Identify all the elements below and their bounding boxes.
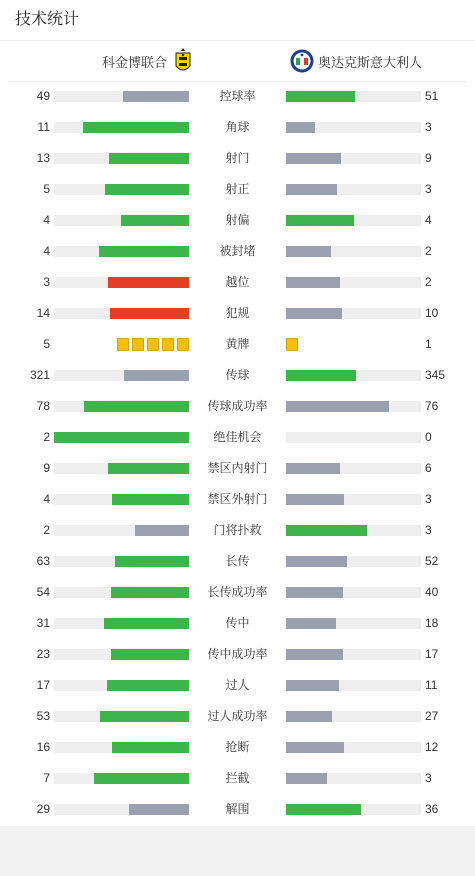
home-value: 2 [43,430,50,444]
stat-label: 拦截 [225,771,250,785]
home-bar [94,773,189,784]
away-value: 3 [425,182,432,196]
stat-label: 绝佳机会 [213,430,262,444]
away-value: 18 [425,616,439,630]
away-bar-track [286,618,421,629]
stat-label: 被封堵 [219,244,256,258]
stat-label: 长传 [225,554,250,568]
stat-row [0,732,475,763]
stat-row [0,453,475,484]
home-value: 53 [36,709,50,723]
home-bar [108,277,189,288]
stat-row [0,236,475,267]
home-value: 7 [43,771,50,785]
home-bar-track [54,153,189,164]
away-value: 10 [425,306,439,320]
home-value: 63 [36,554,50,568]
home-bar [83,122,189,133]
stat-label: 解围 [225,802,250,816]
stat-label: 过人成功率 [207,709,268,723]
yellow-card-icon [117,338,129,351]
away-bar-track [286,587,421,598]
home-value: 14 [36,306,50,320]
away-value: 3 [425,492,432,506]
home-bar-track [54,401,189,412]
away-value: 51 [425,89,439,103]
away-bar [286,494,344,505]
away-bar-track [286,401,421,412]
away-value: 76 [425,399,439,413]
stat-label: 角球 [225,120,250,134]
home-bar-track [54,680,189,691]
stat-row [0,360,475,391]
home-bar [54,432,189,443]
home-yellow-cards [54,338,189,351]
away-value: 17 [425,647,439,661]
away-bar [286,680,339,691]
away-value: 6 [425,461,432,475]
away-value: 36 [425,802,439,816]
away-bar [286,277,340,288]
stat-label: 越位 [225,275,250,289]
home-team[interactable] [102,41,192,81]
stat-label: 禁区内射门 [207,461,268,475]
stat-label: 传球 [225,368,250,382]
away-bar-track [286,649,421,660]
stat-row [0,484,475,515]
away-bar-track [286,370,421,381]
home-team-name: 科金博联合 [102,54,168,70]
stat-label: 射偏 [225,213,250,227]
stat-row [0,546,475,577]
away-bar-track [286,153,421,164]
away-bar [286,649,343,660]
stat-label: 门将扑救 [213,523,262,537]
home-bar-track [54,246,189,257]
home-bar-track [54,649,189,660]
away-bar-track [286,680,421,691]
home-bar [112,742,189,753]
away-bar-track [286,184,421,195]
away-bar [286,91,355,102]
away-bar-track [286,246,421,257]
stat-row [0,608,475,639]
away-bar-track [286,308,421,319]
home-bar-track [54,277,189,288]
away-bar-track [286,711,421,722]
away-bar [286,804,361,815]
home-value: 3 [43,275,50,289]
yellow-card-icon [132,338,144,351]
home-bar [124,370,189,381]
away-value: 9 [425,151,432,165]
stat-row [0,112,475,143]
home-bar-track [54,587,189,598]
audax-italiano-crest-icon [290,49,314,73]
away-bar-track [286,122,421,133]
home-bar [100,711,189,722]
home-value: 31 [36,616,50,630]
stat-label: 禁区外射门 [207,492,268,506]
away-value: 2 [425,244,432,258]
stat-row [0,639,475,670]
stat-label: 传中成功率 [207,647,268,661]
stat-label: 过人 [225,678,250,692]
yellow-card-icon [286,338,298,351]
home-bar [135,525,189,536]
away-bar [286,246,331,257]
stat-label: 黄牌 [225,337,250,351]
stat-label: 射正 [225,182,250,196]
home-value: 13 [36,151,50,165]
home-value: 5 [43,337,50,351]
away-value: 27 [425,709,439,723]
away-value: 11 [425,678,438,692]
home-value: 4 [43,213,50,227]
stat-row [0,205,475,236]
home-bar-track [54,184,189,195]
stat-row [0,577,475,608]
away-team[interactable] [290,41,422,81]
section-title: 技术统计 [15,11,80,28]
stat-label: 控球率 [219,89,256,103]
away-bar [286,184,337,195]
home-bar [108,463,189,474]
home-bar-track [54,773,189,784]
home-bar-track [54,91,189,102]
home-bar-track [54,122,189,133]
away-value: 0 [425,430,432,444]
stat-row [0,422,475,453]
away-bar [286,742,344,753]
home-bar [121,215,189,226]
away-value: 40 [425,585,439,599]
home-value: 9 [43,461,50,475]
away-bar [286,587,343,598]
away-bar [286,618,336,629]
teams-header [0,41,475,81]
stat-row [0,267,475,298]
away-bar [286,463,340,474]
home-value: 4 [43,244,50,258]
yellow-card-icon [162,338,174,351]
stat-row [0,670,475,701]
away-bar [286,122,315,133]
away-value: 3 [425,120,432,134]
home-bar [112,494,189,505]
stat-row [0,701,475,732]
home-bar-track [54,432,189,443]
stat-row [0,174,475,205]
stat-row [0,391,475,422]
away-bar-track [286,773,421,784]
home-value: 2 [43,523,50,537]
away-bar-track [286,556,421,567]
away-value: 1 [425,337,432,351]
away-bar-track [286,804,421,815]
home-bar-track [54,556,189,567]
home-bar [107,680,189,691]
stat-row [0,515,475,546]
away-bar [286,215,354,226]
home-bar-track [54,308,189,319]
stat-row [0,81,475,112]
away-value: 52 [425,554,439,568]
home-value: 54 [36,585,50,599]
home-bar-track [54,742,189,753]
away-bar-track [286,215,421,226]
yellow-card-icon [177,338,189,351]
away-bar [286,711,332,722]
stat-label: 传球成功率 [207,399,268,413]
stat-label: 传中 [225,616,250,630]
home-bar [105,184,189,195]
home-bar-track [54,215,189,226]
home-value: 321 [29,368,50,382]
away-value: 3 [425,771,432,785]
home-bar-track [54,494,189,505]
home-value: 11 [37,120,50,134]
away-value: 2 [425,275,432,289]
away-value: 4 [425,213,432,227]
away-value: 3 [425,523,432,537]
away-bar [286,556,347,567]
home-bar [129,804,189,815]
home-bar-track [54,804,189,815]
away-value: 12 [425,740,439,754]
away-bar [286,370,356,381]
away-bar-track [286,525,421,536]
away-bar-track [286,494,421,505]
home-value: 4 [43,492,50,506]
away-team-name: 奥达克斯意大利人 [318,54,423,70]
away-bar-track [286,742,421,753]
home-bar-track [54,618,189,629]
home-bar [110,308,189,319]
away-yellow-cards [286,338,421,351]
stat-row [0,329,475,360]
stat-row [0,794,475,825]
stat-label: 长传成功率 [207,585,268,599]
stat-label: 犯规 [225,306,250,320]
away-bar [286,401,389,412]
home-value: 5 [43,182,50,196]
home-bar-track [54,370,189,381]
away-bar [286,308,342,319]
away-bar-track [286,277,421,288]
home-bar [111,649,189,660]
home-value: 49 [36,89,50,103]
stat-label: 射门 [225,151,250,165]
away-bar-track [286,463,421,474]
stat-label: 抢断 [225,740,250,754]
stat-row [0,143,475,174]
home-bar [99,246,189,257]
home-value: 17 [36,678,50,692]
home-value: 23 [36,647,50,661]
home-bar [115,556,189,567]
home-bar [109,153,189,164]
away-bar [286,773,327,784]
away-bar [286,525,367,536]
coquimbo-crest-icon [174,48,192,74]
home-bar-track [54,463,189,474]
away-bar [286,153,341,164]
stats-list [0,81,475,825]
home-bar-track [54,711,189,722]
home-bar [111,587,189,598]
stat-row [0,298,475,329]
home-bar [84,401,189,412]
yellow-card-icon [147,338,159,351]
home-value: 29 [36,802,50,816]
home-value: 16 [36,740,50,754]
away-value: 345 [425,368,446,382]
home-bar-track [54,525,189,536]
away-bar-track [286,91,421,102]
home-value: 78 [36,399,50,413]
stat-row [0,763,475,794]
home-bar [123,91,189,102]
away-bar-track [286,432,421,443]
home-bar [104,618,189,629]
